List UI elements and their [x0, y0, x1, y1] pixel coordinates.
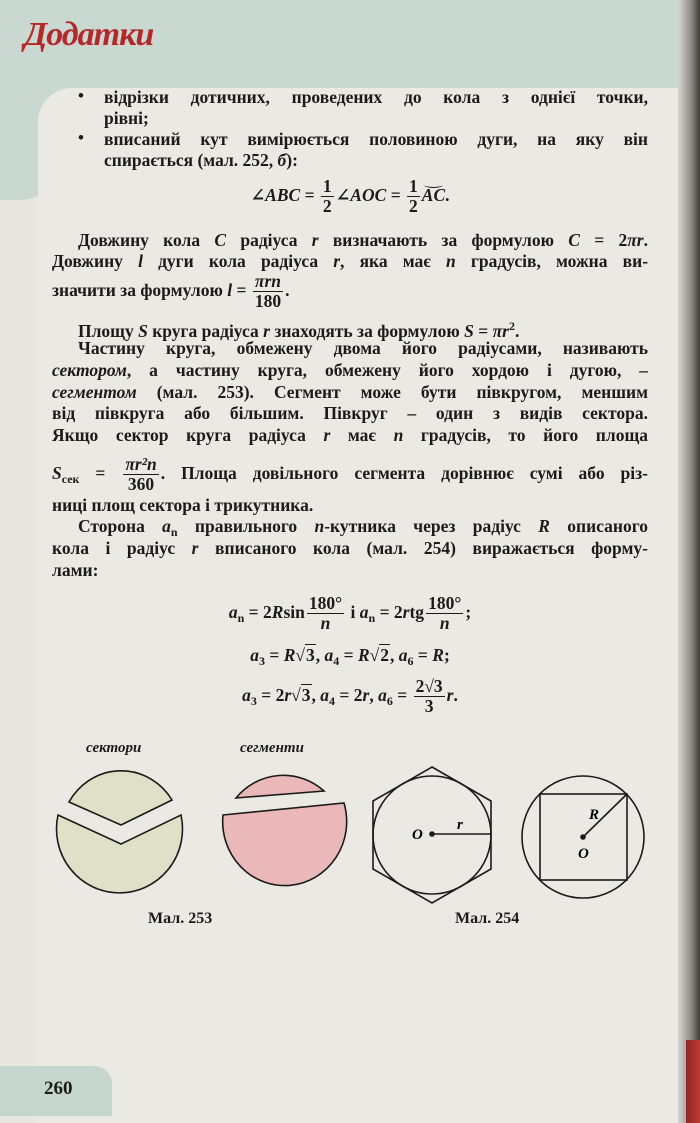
- text: Довжину: [52, 251, 139, 271]
- italic-text: r: [263, 321, 270, 341]
- radical-sign-icon: √: [291, 685, 301, 705]
- italic-text: l: [227, 280, 233, 300]
- italic-text: r: [191, 538, 199, 558]
- figure-254-hexagon: [373, 767, 491, 903]
- text: . Площа довільного сегмента дорівнює сумі або різ-: [160, 463, 648, 483]
- text: Частину круга, обмежену двома його радіусами, називають: [78, 338, 648, 358]
- fraction-denominator: n: [439, 613, 450, 634]
- text: =: [339, 645, 358, 665]
- text: = 2: [375, 602, 403, 622]
- fraction-denominator: 3: [424, 696, 434, 717]
- fraction-numerator: 1: [322, 176, 332, 197]
- text: значити за формулою: [52, 280, 228, 300]
- sector-large: [56, 815, 182, 893]
- superscript: 2: [508, 319, 515, 333]
- text: (мал. 253). Сегмент може бути півкругом, меншим: [136, 382, 648, 402]
- italic-text: R: [283, 645, 296, 665]
- text: визначають за формулою: [318, 230, 569, 250]
- italic-text: S: [138, 321, 148, 341]
- italic-text: R: [538, 516, 550, 536]
- subscript: 4: [329, 694, 336, 708]
- italic-text: r: [311, 230, 319, 250]
- italic-text: r: [362, 685, 370, 705]
- italic-text: a: [320, 685, 330, 705]
- radicand: 2: [380, 645, 390, 665]
- text: Довжину кола: [78, 230, 215, 250]
- fraction-denominator: 360: [127, 474, 155, 495]
- text: =: [392, 685, 412, 705]
- italic-text: S: [464, 321, 474, 341]
- text: ,: [315, 645, 325, 665]
- italic-text: сегментом: [52, 382, 137, 402]
- italic-text: r: [446, 685, 454, 705]
- italic-text: r: [402, 602, 410, 622]
- label-r: r: [457, 817, 463, 833]
- text: знаходять за формулою: [269, 321, 465, 341]
- text: кола і радіус: [52, 538, 192, 558]
- text: вписаного кола (мал. 254) виражається форму-: [198, 538, 648, 558]
- text: описаного: [549, 516, 648, 536]
- italic-text: ∠AOC =: [335, 185, 406, 205]
- text: вписаний кут вимірюється половиною дуги, на яку він: [104, 129, 648, 149]
- fraction-numerator: 180°: [428, 593, 462, 614]
- radicand: 3: [301, 685, 311, 705]
- text: рівні;: [104, 108, 149, 128]
- text: , а частину круга, обмежену його хордою і дугою, –: [126, 360, 648, 380]
- italic-text: S: [52, 463, 62, 483]
- italic-text: R: [271, 602, 284, 622]
- italic-text: a: [242, 685, 251, 705]
- text: -кутника через радіус: [324, 516, 539, 536]
- subscript: n: [368, 611, 376, 625]
- text: .: [643, 230, 648, 250]
- text: ):: [286, 150, 298, 170]
- text: ;: [443, 645, 450, 665]
- text: sin: [283, 602, 305, 622]
- figure-254-caption: Мал. 254: [455, 910, 520, 927]
- figure-253-segments: [223, 775, 347, 885]
- italic-text: πr: [627, 230, 644, 250]
- italic-text: R: [357, 645, 370, 665]
- fraction-denominator: 180: [254, 291, 282, 312]
- subscript: 6: [386, 694, 393, 708]
- italic-text: C: [568, 230, 580, 250]
- text: Сторона: [78, 516, 163, 536]
- italic-text: a: [378, 685, 387, 705]
- text: Якщо сектор круга радіуса: [52, 425, 324, 445]
- italic-text: б: [277, 150, 287, 170]
- text: лами:: [52, 560, 99, 580]
- italic-text: πr: [492, 321, 509, 341]
- fraction-numerator: 2√3: [415, 676, 443, 697]
- text: градусів, можна ви-: [455, 251, 649, 271]
- italic-text: a: [359, 602, 369, 622]
- italic-text: a: [398, 645, 408, 665]
- fraction-denominator: n: [320, 613, 331, 634]
- text: градусів, то його площа: [403, 425, 648, 445]
- italic-text: n: [314, 516, 325, 536]
- text: ,: [311, 685, 321, 705]
- subscript: 4: [333, 654, 340, 668]
- italic-text: сектором: [52, 360, 127, 380]
- text: від півкруга або більшим. Півкруг – один з видів сектора.: [52, 403, 648, 423]
- text: =: [413, 645, 433, 665]
- italic-text: r: [333, 251, 341, 271]
- figure-253-sectors: [56, 771, 182, 893]
- text: спирається (мал. 252,: [104, 150, 278, 170]
- label-sectors: сектори: [86, 740, 142, 756]
- italic-text: a: [162, 516, 171, 536]
- italic-text: R: [432, 645, 444, 665]
- bullet-icon: •: [78, 128, 84, 147]
- text: , яка має: [340, 251, 447, 271]
- subscript: 3: [258, 654, 265, 668]
- text: ,: [390, 645, 399, 665]
- text: = 2: [579, 230, 628, 250]
- text: .: [453, 685, 458, 705]
- page-number: 260: [44, 1078, 73, 1099]
- label-o-hex: O: [412, 827, 423, 843]
- radical-sign-icon: √: [369, 645, 380, 665]
- text: = 2: [244, 602, 272, 622]
- subscript: 6: [407, 654, 414, 668]
- italic-text: ∠ABC =: [250, 185, 319, 205]
- text: tg: [409, 602, 425, 622]
- text: =: [264, 645, 284, 665]
- fraction-numerator: πrn: [254, 271, 281, 292]
- italic-text: a: [250, 645, 259, 665]
- italic-text: n: [393, 425, 404, 445]
- text: =: [232, 280, 251, 300]
- italic-text: r: [284, 685, 292, 705]
- center-point: [430, 832, 434, 836]
- text: і: [346, 602, 360, 622]
- fraction-numerator: 180°: [308, 593, 343, 614]
- text: ниці площ сектора і трикутника.: [52, 495, 314, 515]
- text: дуги кола радіуса: [142, 251, 334, 271]
- text: .: [514, 321, 520, 341]
- label-segments: сегменти: [240, 740, 304, 756]
- italic-text: n: [446, 251, 456, 271]
- fraction-denominator: 2: [322, 196, 332, 217]
- italic-text: C: [214, 230, 227, 250]
- radical-sign-icon: √: [295, 645, 305, 665]
- italic-text: a: [324, 645, 334, 665]
- text: ,: [369, 685, 379, 705]
- italic-text: r: [323, 425, 331, 445]
- figure-253-caption: Мал. 253: [148, 910, 213, 927]
- fraction-numerator: 1: [409, 176, 418, 197]
- text: радіуса: [226, 230, 312, 250]
- text: = 2: [256, 685, 285, 705]
- text: .: [445, 185, 450, 205]
- text: =: [473, 321, 493, 341]
- text: =: [79, 463, 122, 483]
- radicand: 3: [306, 645, 315, 665]
- label-R: R: [589, 807, 600, 823]
- fraction-denominator: 2: [409, 196, 418, 217]
- arc-notation: AC: [421, 185, 446, 205]
- figure-254-square: [522, 776, 644, 898]
- center-point: [581, 835, 585, 839]
- text: правильного: [177, 516, 315, 536]
- text: має: [330, 425, 394, 445]
- segment-large: [223, 803, 347, 886]
- subscript: сек: [61, 472, 80, 486]
- bullet-icon: •: [78, 86, 84, 105]
- text: = 2: [335, 685, 363, 705]
- section-title: Додатки: [24, 16, 154, 53]
- subscript: 3: [250, 694, 257, 708]
- text: круга радіуса: [147, 321, 264, 341]
- fraction-numerator: πr²n: [125, 454, 157, 475]
- sector-small: [69, 771, 172, 825]
- segment-small: [236, 775, 324, 798]
- text: ;: [465, 602, 472, 622]
- subscript: n: [237, 611, 245, 625]
- subscript: n: [170, 525, 178, 539]
- text: Площу: [78, 321, 139, 341]
- text: відрізки дотичних, проведених до кола з однієї точки,: [104, 87, 648, 107]
- italic-text: l: [138, 251, 143, 271]
- italic-text: a: [228, 602, 238, 622]
- text: .: [285, 280, 290, 300]
- label-o-square: O: [578, 846, 589, 862]
